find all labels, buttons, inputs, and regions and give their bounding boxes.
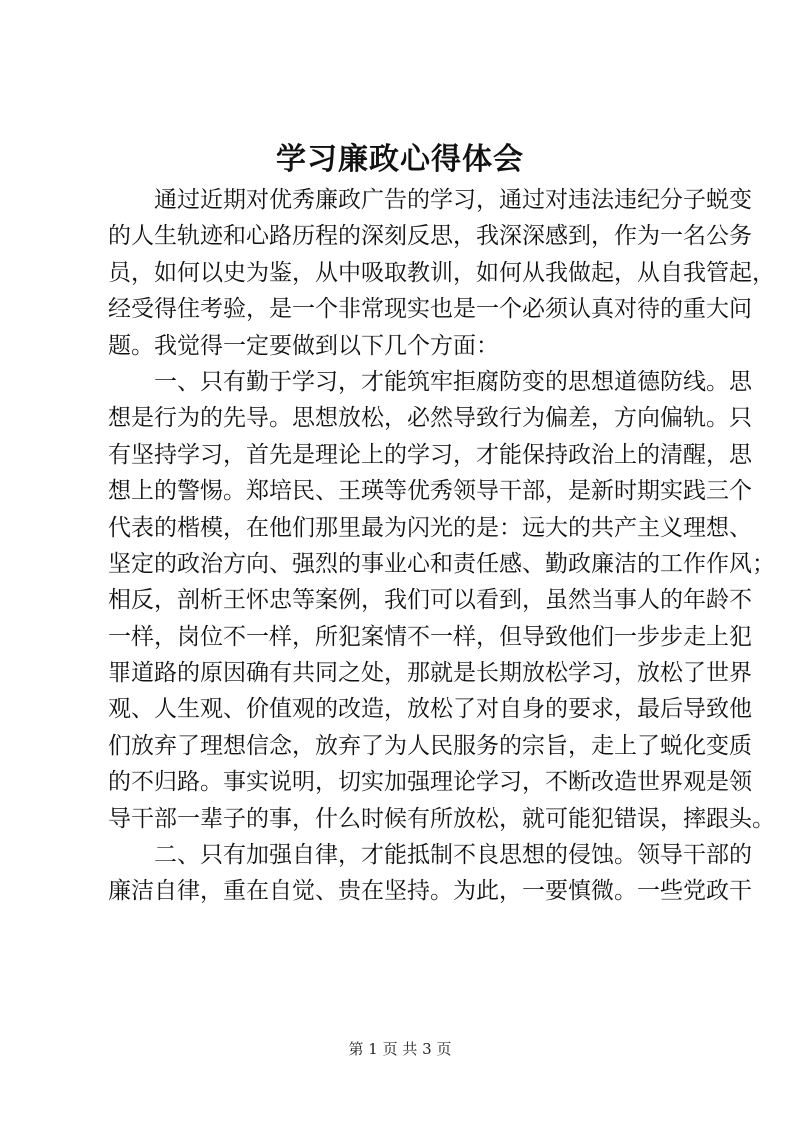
- page-number-footer: 第 1 页 共 3 页: [348, 1040, 452, 1058]
- paragraph-line: 廉洁自律，重在自觉、贵在坚持。为此，一要慎微。一些党政干: [108, 878, 752, 905]
- paragraph-line: 导干部一辈子的事，什么时候有所放松，就可能犯错误，摔跟头。: [108, 805, 775, 832]
- paragraph-line: 相反，剖析王怀忠等案例，我们可以看到，虽然当事人的年龄不: [108, 587, 752, 614]
- paragraph-line: 有坚持学习，首先是理论上的学习，才能保持政治上的清醒，思: [108, 441, 752, 468]
- paragraph-line: 观、人生观、价值观的改造，放松了对自身的要求，最后导致他: [108, 696, 752, 723]
- document-title: 学习廉政心得体会: [276, 142, 524, 177]
- paragraph-line: 想是行为的先导。思想放松，必然导致行为偏差，方向偏轨。只: [108, 405, 752, 432]
- paragraph-line: 代表的楷模，在他们那里最为闪光的是：远大的共产主义理想、: [108, 514, 752, 541]
- paragraph-line: 员，如何以史为鉴，从中吸取教训，如何从我做起，从自我管起，: [108, 259, 775, 286]
- paragraph-line: 一、只有勤于学习，才能筑牢拒腐防变的思想道德防线。思: [154, 368, 752, 395]
- paragraph-line: 经受得住考验，是一个非常现实也是一个必须认真对待的重大问: [108, 296, 752, 323]
- document-body: [108, 182, 775, 910]
- paragraph-line: 们放弃了理想信念，放弃了为人民服务的宗旨，走上了蜕化变质: [108, 732, 752, 759]
- paragraph-line: 通过近期对优秀廉政广告的学习，通过对违法违纪分子蜕变: [154, 187, 752, 213]
- paragraph-line: 二、只有加强自律，才能抵制不良思想的侵蚀。领导干部的: [154, 842, 752, 869]
- paragraph-line: 罪道路的原因确有共同之处，那就是长期放松学习，放松了世界: [108, 660, 752, 687]
- paragraph-line: 的人生轨迹和心路历程的深刻反思，我深深感到，作为一名公务: [108, 223, 752, 250]
- paragraph-line: 一样，岗位不一样，所犯案情不一样，但导致他们一步步走上犯: [108, 623, 752, 650]
- paragraph-line: 题。我觉得一定要做到以下几个方面：: [108, 332, 499, 359]
- paragraph-line: 的不归路。事实说明，切实加强理论学习，不断改造世界观是领: [108, 769, 752, 796]
- paragraph-line: 想上的警惕。郑培民、王瑛等优秀领导干部，是新时期实践三个: [108, 478, 752, 505]
- paragraph-line: 坚定的政治方向、强烈的事业心和责任感、勤政廉洁的工作作风；: [108, 550, 775, 577]
